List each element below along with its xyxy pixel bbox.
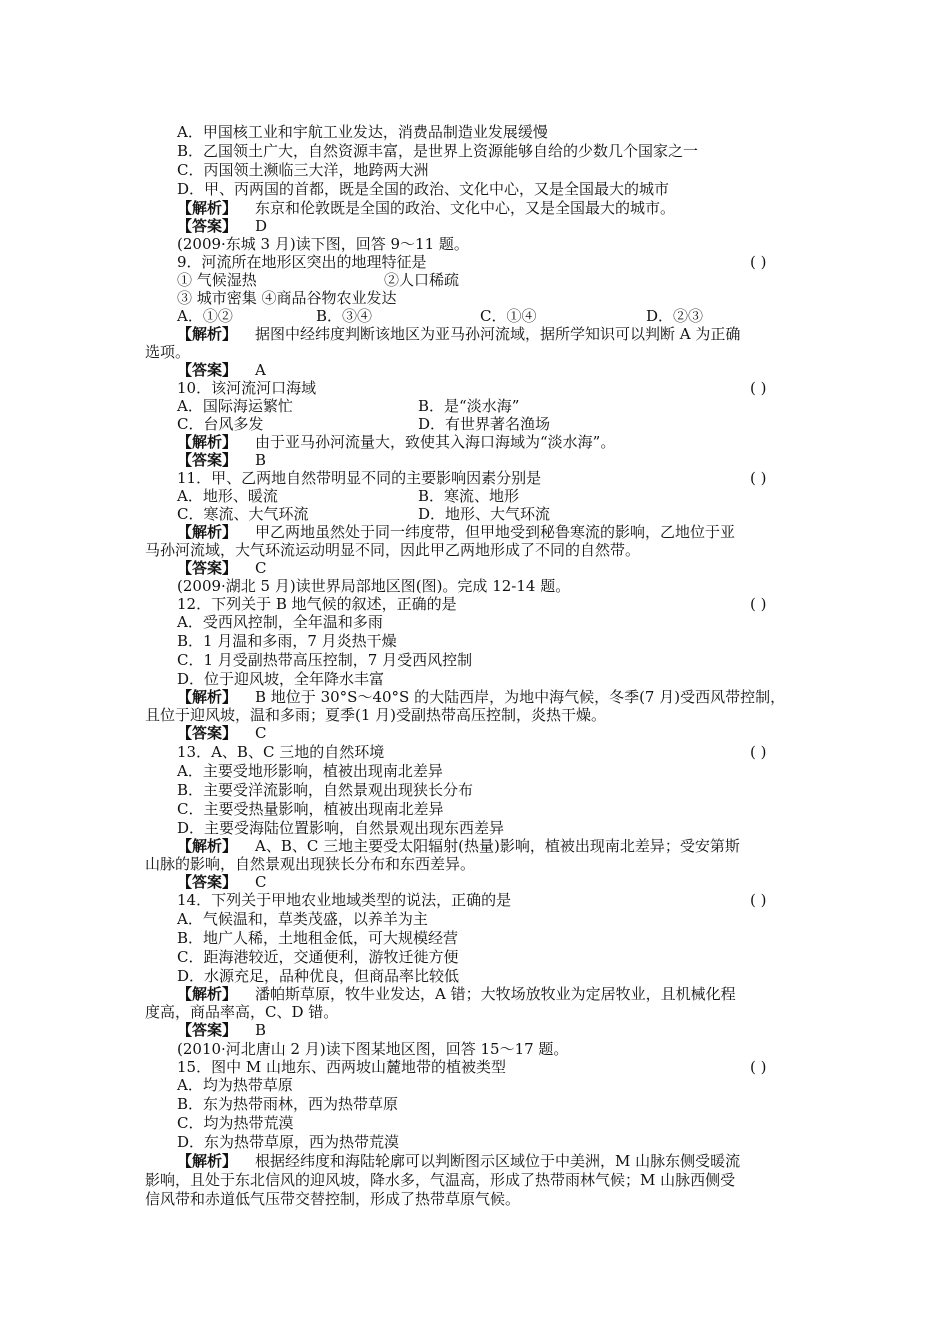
answer-tag: 【答案】 <box>177 217 238 235</box>
answer-line <box>177 1021 266 1039</box>
q9-option-1: ① 气候湿热 <box>177 271 257 289</box>
q9-option-2: ②人口稀疏 <box>384 271 460 289</box>
answer-tag: 【答案】 <box>177 361 238 379</box>
analysis-text: 甲乙两地虽然处于同一纬度带，但甲地受到秘鲁寒流的影响，乙地位于亚 <box>255 523 736 541</box>
question-15: 15．图中 M 山地东、西两坡山麓地带的植被类型 <box>177 1058 506 1076</box>
q11-choice-b: B．寒流、地形 <box>418 487 520 505</box>
answer-line <box>177 873 267 891</box>
analysis-text: B 地位于 30°S～40°S 的大陆西岸，为地中海气候，冬季(7 月)受西风带控制， <box>255 688 786 706</box>
analysis-tag: 【解析】 <box>177 199 238 217</box>
q14-choice-a: A．气候温和，草类茂盛，以养羊为主 <box>177 910 428 928</box>
answer-line <box>177 361 266 379</box>
q12-choice-d: D．位于迎风坡，全年降水丰富 <box>177 670 385 688</box>
answer-value: C <box>255 873 267 891</box>
answer-paren: ( ) <box>750 469 767 487</box>
answer-tag: 【答案】 <box>177 1021 238 1039</box>
q13-choice-c: C．主要受热量影响，植被出现南北差异 <box>177 800 444 818</box>
q9-choice-b: B．③④ <box>316 307 373 325</box>
question-11: 11．甲、乙两地自然带明显不同的主要影响因素分别是 <box>177 469 542 487</box>
q11-choice-d: D．地形、大气环流 <box>418 505 551 523</box>
analysis-text: 度高，商品率高，C、D 错。 <box>145 1003 339 1021</box>
q10-choice-a: A．国际海运繁忙 <box>177 397 293 415</box>
answer-line <box>177 559 267 577</box>
section-intro: (2010·河北唐山 2 月)读下图某地区图，回答 15～17 题。 <box>177 1040 569 1058</box>
analysis-text: 山脉的影响，自然景观出现狭长分布和东西差异。 <box>145 855 476 873</box>
answer-paren: ( ) <box>750 891 767 909</box>
question-13: 13．A、B、C 三地的自然环境 <box>177 743 385 761</box>
answer-value: B <box>255 451 267 469</box>
question-12: 12．下列关于 B 地气候的叙述，正确的是 <box>177 595 457 613</box>
analysis-text: 由于亚马孙河流量大，致使其入海口海域为“淡水海”。 <box>255 433 616 451</box>
answer-value: B <box>255 1021 267 1039</box>
question-10: 10．该河流河口海域 <box>177 379 317 397</box>
q10-choice-b: B．是“淡水海” <box>418 397 520 415</box>
q9-choice-d: D．②③ <box>646 307 704 325</box>
analysis-text: 马孙河流域，大气环流运动明显不同，因此甲乙两地形成了不同的自然带。 <box>145 541 641 559</box>
answer-value: A <box>255 361 266 379</box>
answer-line <box>177 724 267 742</box>
answer-line <box>177 451 266 469</box>
analysis-tag: 【解析】 <box>177 325 238 343</box>
analysis-text: 选项。 <box>145 343 191 361</box>
answer-tag: 【答案】 <box>177 873 238 891</box>
q9-choice-c: C．①④ <box>480 307 537 325</box>
option-b: B．乙国领土广大，自然资源丰富，是世界上资源能够自给的少数几个国家之一 <box>177 142 699 160</box>
q15-choice-b: B．东为热带雨林，西为热带草原 <box>177 1095 399 1113</box>
answer-tag: 【答案】 <box>177 559 238 577</box>
answer-line <box>177 217 267 235</box>
answer-tag: 【答案】 <box>177 724 238 742</box>
option-d: D．甲、丙两国的首都，既是全国的政治、文化中心，又是全国最大的城市 <box>177 180 670 198</box>
q9-option-3-4: ③ 城市密集 ④商品谷物农业发达 <box>177 289 397 307</box>
analysis-text: 且位于迎风坡，温和多雨；夏季(1 月)受副热带高压控制，炎热干燥。 <box>145 706 607 724</box>
answer-value: D <box>255 217 268 235</box>
analysis-text: 根据经纬度和海陆轮廓可以判断图示区域位于中美洲，M 山脉东侧受暖流 <box>255 1152 741 1170</box>
q15-choice-d: D．东为热带草原，西为热带荒漠 <box>177 1133 400 1151</box>
analysis-line <box>177 1152 740 1170</box>
q13-choice-d: D．主要受海陆位置影响，自然景观出现东西差异 <box>177 819 505 837</box>
answer-paren: ( ) <box>750 253 767 271</box>
analysis-line <box>177 199 675 217</box>
analysis-text: 东京和伦敦既是全国的政治、文化中心，又是全国最大的城市。 <box>255 199 676 217</box>
analysis-line <box>177 523 735 541</box>
analysis-text: 信风带和赤道低气压带交替控制，形成了热带草原气候。 <box>145 1190 521 1208</box>
q15-choice-c: C．均为热带荒漠 <box>177 1114 294 1132</box>
analysis-tag: 【解析】 <box>177 837 238 855</box>
analysis-text: A、B、C 三地主要受太阳辐射(热量)影响，植被出现南北差异；受安第斯 <box>255 837 740 855</box>
q10-choice-d: D．有世界著名渔场 <box>418 415 551 433</box>
answer-paren: ( ) <box>750 743 767 761</box>
analysis-tag: 【解析】 <box>177 523 238 541</box>
q14-choice-b: B．地广人稀，土地租金低，可大规模经营 <box>177 929 459 947</box>
answer-paren: ( ) <box>750 1058 767 1076</box>
section-intro: (2009·湖北 5 月)读世界局部地区图(图)。完成 12-14 题。 <box>177 577 571 595</box>
answer-value: C <box>255 559 267 577</box>
question-9: 9．河流所在地形区突出的地理特征是 <box>177 253 427 271</box>
analysis-tag: 【解析】 <box>177 433 238 451</box>
option-c: C．丙国领土濒临三大洋，地跨两大洲 <box>177 161 429 179</box>
analysis-text: 影响，且处于东北信风的迎风坡，降水多，气温高，形成了热带雨林气候；M 山脉西侧受 <box>145 1171 736 1189</box>
analysis-line <box>177 985 736 1003</box>
analysis-text: 据图中经纬度判断该地区为亚马孙河流域，据所学知识可以判断 A 为正确 <box>255 325 741 343</box>
analysis-tag: 【解析】 <box>177 985 238 1003</box>
analysis-text: 潘帕斯草原，牧牛业发达，A 错；大牧场放牧业为定居牧业，且机械化程 <box>255 985 736 1003</box>
q11-choice-a: A．地形、暖流 <box>177 487 278 505</box>
answer-paren: ( ) <box>750 595 767 613</box>
analysis-line <box>177 325 740 343</box>
q10-choice-c: C．台风多发 <box>177 415 264 433</box>
section-intro: (2009·东城 3 月)读下图，回答 9～11 题。 <box>177 235 469 253</box>
analysis-line <box>177 837 740 855</box>
q14-choice-c: C．距海港较近，交通便利，游牧迁徙方便 <box>177 948 459 966</box>
analysis-tag: 【解析】 <box>177 688 238 706</box>
answer-paren: ( ) <box>750 379 767 397</box>
answer-value: C <box>255 724 267 742</box>
analysis-line <box>177 688 785 706</box>
q9-choice-a: A．①② <box>177 307 233 325</box>
q12-choice-b: B．1 月温和多雨，7 月炎热干燥 <box>177 632 397 650</box>
analysis-tag: 【解析】 <box>177 1152 238 1170</box>
answer-tag: 【答案】 <box>177 451 238 469</box>
q12-choice-a: A．受西风控制，全年温和多雨 <box>177 613 383 631</box>
q13-choice-a: A．主要受地形影响，植被出现南北差异 <box>177 762 443 780</box>
analysis-line <box>177 433 615 451</box>
q11-choice-c: C．寒流、大气环流 <box>177 505 309 523</box>
q12-choice-c: C．1 月受副热带高压控制，7 月受西风控制 <box>177 651 473 669</box>
q14-choice-d: D．水源充足，品种优良，但商品率比较低 <box>177 967 460 985</box>
q15-choice-a: A．均为热带草原 <box>177 1076 293 1094</box>
question-14: 14．下列关于甲地农业地域类型的说法，正确的是 <box>177 891 512 909</box>
q13-choice-b: B．主要受洋流影响，自然景观出现狭长分布 <box>177 781 474 799</box>
option-a: A．甲国核工业和宇航工业发达，消费品制造业发展缓慢 <box>177 123 548 141</box>
